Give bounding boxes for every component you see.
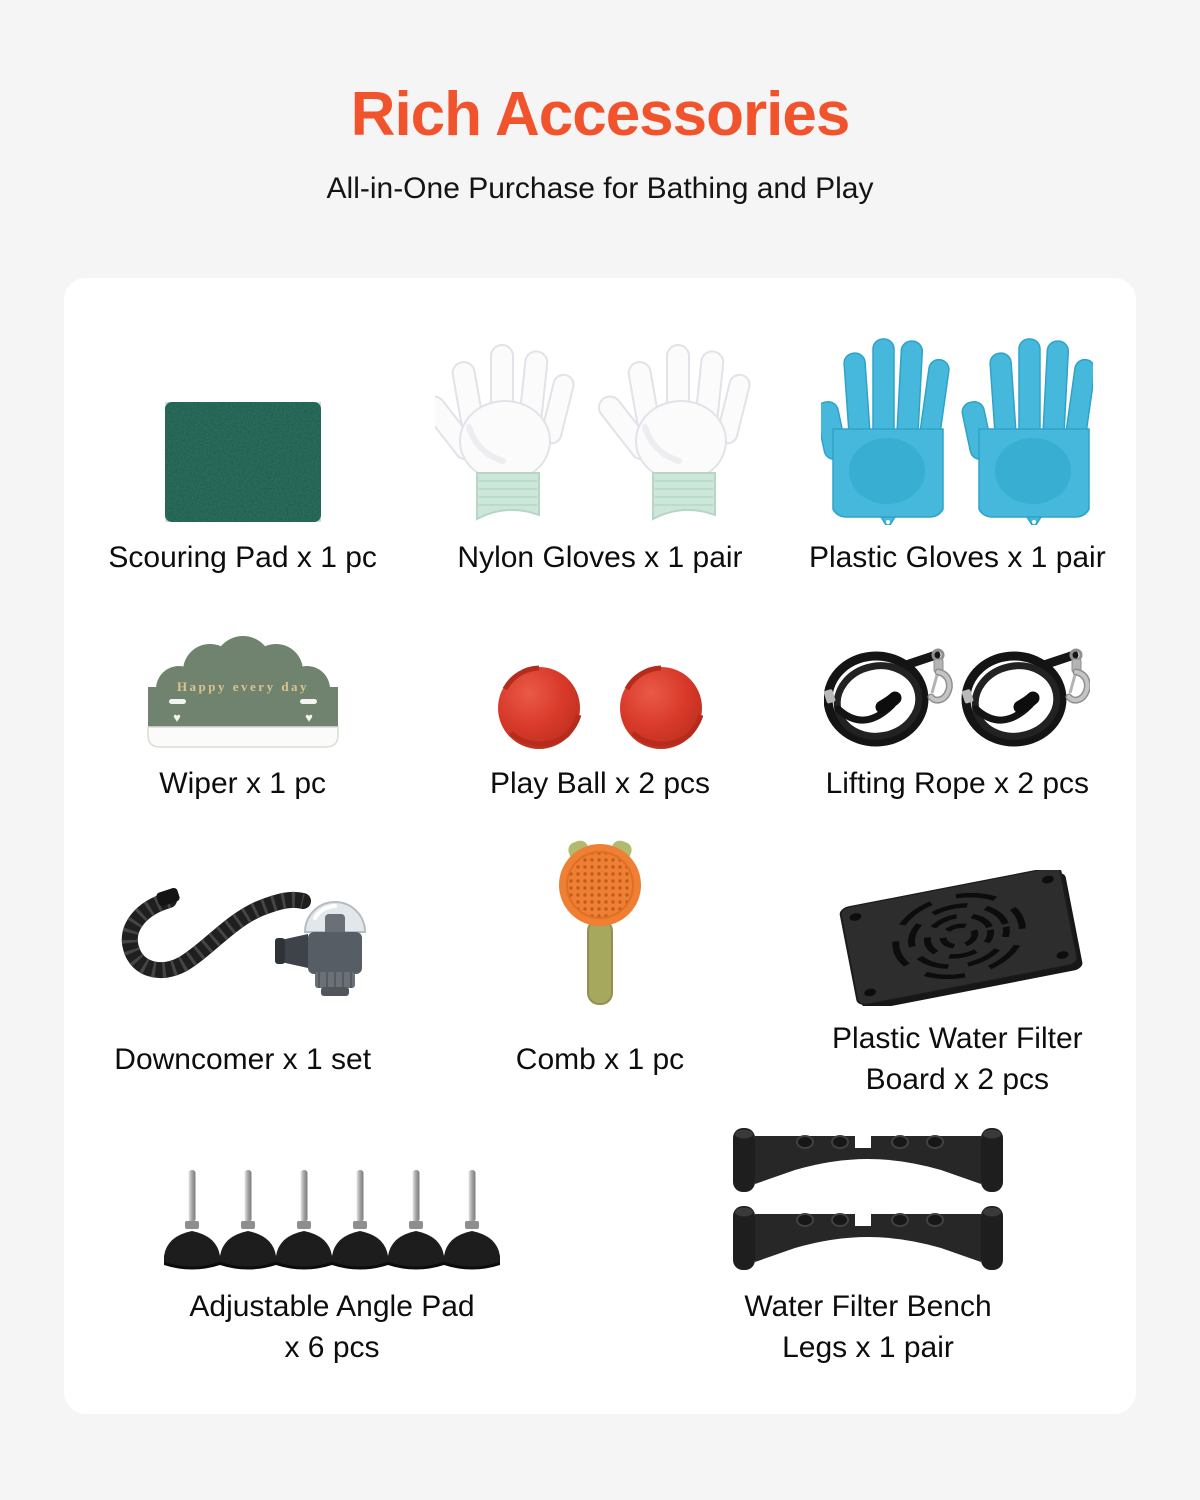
wiper-engraving-text: Happy every day	[176, 679, 309, 694]
accessory-label: Adjustable Angle Pad x 6 pcs	[189, 1290, 475, 1364]
filter-board-image	[826, 870, 1088, 1006]
scouring-pad-image	[163, 399, 323, 525]
accessory-label: Nylon Gloves x 1 pair	[457, 541, 743, 574]
nylon-gloves-image	[435, 333, 765, 525]
accessory-label: Scouring Pad x 1 pc	[108, 541, 377, 574]
accessory-label: Plastic Water Filter Board x 2 pcs	[832, 1022, 1083, 1096]
accessory-bench-legs	[600, 1112, 1136, 1408]
bench-legs-image	[733, 1128, 1003, 1274]
accessories-row-2	[64, 600, 1136, 836]
downcomer-image	[109, 870, 377, 1006]
accessory-scouring-pad	[64, 278, 421, 600]
accessory-wiper	[64, 600, 421, 836]
comb-image	[554, 836, 646, 1006]
accessory-plastic-gloves	[779, 278, 1136, 600]
accessory-label: Comb x 1 pc	[515, 1042, 685, 1076]
accessory-lifting-rope	[779, 600, 1136, 836]
accessory-angle-pad	[64, 1112, 600, 1408]
svg-text:♥: ♥	[304, 710, 313, 725]
accessory-label: Wiper x 1 pc	[159, 767, 327, 800]
play-ball-image	[497, 665, 703, 751]
accessory-label: Water Filter Bench Legs x 1 pair	[744, 1290, 992, 1364]
accessories-row-1	[64, 278, 1136, 600]
accessory-label: Play Ball x 2 pcs	[489, 767, 711, 800]
accessory-comb	[421, 836, 778, 1112]
wiper-image	[137, 629, 349, 751]
accessory-label: Downcomer x 1 set	[114, 1042, 372, 1076]
page-subtitle: All-in-One Purchase for Bathing and Play	[326, 172, 874, 205]
page-title: Rich Accessories	[350, 80, 850, 149]
angle-pad-image	[162, 1164, 502, 1274]
accessory-label: Plastic Gloves x 1 pair	[808, 541, 1106, 574]
lifting-rope-image	[824, 643, 1090, 751]
accessory-nylon-gloves	[421, 278, 778, 600]
accessory-filter-board	[779, 836, 1136, 1112]
svg-text:♥: ♥	[172, 710, 181, 725]
accessory-downcomer	[64, 836, 421, 1112]
accessory-play-ball	[421, 600, 778, 836]
accessories-row-3	[64, 836, 1136, 1112]
plastic-gloves-image	[821, 333, 1093, 525]
accessories-card	[64, 278, 1136, 1414]
accessories-row-4	[64, 1112, 1136, 1408]
accessory-label: Lifting Rope x 2 pcs	[825, 767, 1090, 800]
